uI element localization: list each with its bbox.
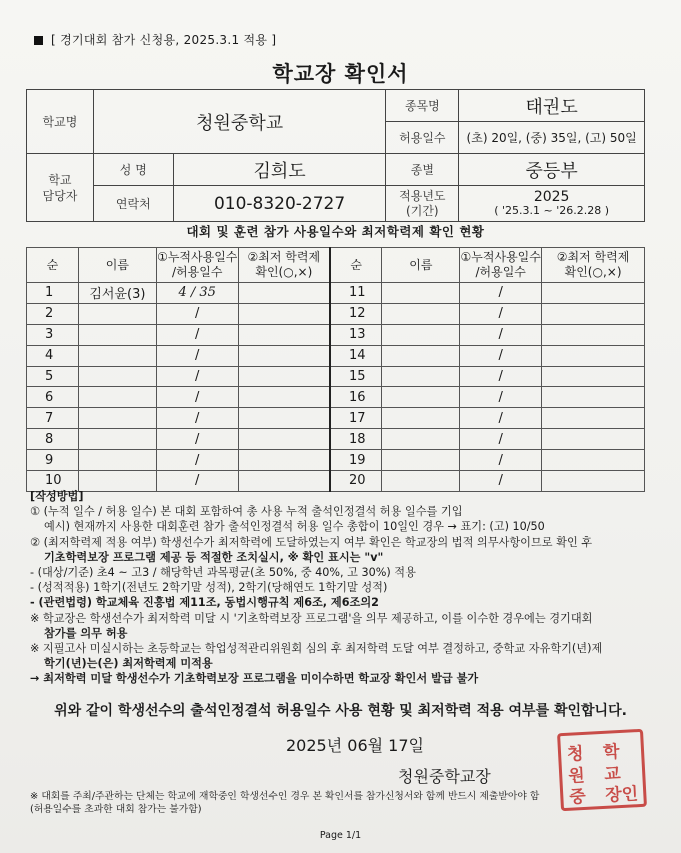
row-number: 16: [330, 387, 382, 408]
row-min-check: [542, 387, 645, 408]
usage-row: [27, 408, 645, 429]
official-seal-icon: 청 학 원 교 중 장인: [557, 729, 647, 811]
row-min-check: [238, 450, 330, 471]
row-name: [382, 408, 460, 429]
row-days: /: [460, 324, 542, 345]
issue-date: 2025년 06월 17일: [286, 736, 424, 755]
row-number: 9: [27, 450, 79, 471]
school-label: 학교명: [27, 90, 94, 154]
row-days: /: [156, 471, 238, 492]
row-name: [382, 450, 460, 471]
row-days: 4 / 35: [156, 283, 238, 304]
header-days-right: ①누적사용일수 /허용일수: [460, 248, 542, 283]
header-no-right: 순: [330, 248, 382, 283]
header-days: ①누적사용일수 /허용일수: [156, 248, 238, 283]
header-name-right: 이름: [382, 248, 460, 283]
header-min-right: ②최저 학력제 확인(○,×): [542, 248, 645, 283]
row-number: 3: [27, 324, 79, 345]
row-min-check: [542, 324, 645, 345]
name-value: 김희도: [173, 154, 386, 186]
row-min-check: [542, 408, 645, 429]
footnote: [30, 790, 660, 816]
row-number: 19: [330, 450, 382, 471]
row-days: /: [156, 324, 238, 345]
row-min-check: [238, 283, 330, 304]
row-min-check: [238, 429, 330, 450]
instruction-line: 참가를 의무 허용: [44, 626, 128, 640]
row-name: [78, 303, 156, 324]
row-days: /: [156, 450, 238, 471]
header-min: ②최저 학력제 확인(○,×): [238, 248, 330, 283]
row-days: /: [460, 471, 542, 492]
row-name: [382, 303, 460, 324]
row-days: /: [156, 303, 238, 324]
instruction-line: - (관련법령) 학교체육 진흥법 제11조, 동법시행규칙 제6조, 제6조의2: [30, 596, 379, 610]
name-label: 성 명: [93, 154, 173, 186]
row-days: /: [460, 283, 542, 304]
row-days: /: [156, 345, 238, 366]
instruction-line: ② (최저학력제 적용 여부) 학생선수가 최저학력에 도달하였는지 여부 확인은 학교장의 법적 의무사항이므로 확인 후: [30, 535, 593, 549]
row-number: 4: [27, 345, 79, 366]
row-days: /: [460, 303, 542, 324]
year-label: 적용년도 (기간): [386, 186, 459, 222]
usage-row: [27, 450, 645, 471]
row-name: [382, 324, 460, 345]
confirmation-statement: 위와 같이 학생선수의 출석인정결석 허용일수 사용 현황 및 최저학력 적용 여부를 확인합니다.: [54, 703, 627, 719]
usage-row: [27, 366, 645, 387]
instruction-line: → 최저학력 미달 학생선수가 기초학력보장 프로그램을 미이수하면 학교장 확인서 발급 불가: [30, 672, 479, 686]
row-name: [78, 387, 156, 408]
row-number: 5: [27, 366, 79, 387]
row-days: /: [460, 366, 542, 387]
row-min-check: [238, 324, 330, 345]
row-number: 7: [27, 408, 79, 429]
footnote-line: ※ 대회를 주최/주관하는 단체는 학교에 재학중인 학생선수인 경우 본 확인서를 참가신청서와 함께 반드시 제출받아야 함: [30, 791, 540, 802]
instruction-line: ※ 지필고사 미실시하는 초등학교는 학업성적관리위원회 심의 후 최저학력 도달 여부 결정하고, 중학교 자유학기(년)제: [30, 642, 603, 656]
row-number: 17: [330, 408, 382, 429]
usage-section-title: 대회 및 훈련 참가 사용일수와 최저학력제 확인 현황: [186, 224, 485, 239]
row-name: [78, 450, 156, 471]
row-min-check: [238, 387, 330, 408]
instructions: [30, 489, 645, 687]
row-name: 김서윤(3): [78, 283, 156, 304]
footnote-line: (허용일수를 초과한 대회 참가는 불가함): [30, 804, 202, 815]
document-title: 학교장 확인서: [272, 62, 409, 86]
header-note-text: [ 경기대회 참가 신청용, 2025.3.1 적용 ]: [51, 33, 277, 47]
usage-row: [27, 429, 645, 450]
row-days: /: [460, 429, 542, 450]
row-days: /: [460, 345, 542, 366]
row-number: 14: [330, 345, 382, 366]
row-min-check: [542, 429, 645, 450]
row-min-check: [238, 408, 330, 429]
row-days: /: [460, 408, 542, 429]
square-bullet-icon: [34, 36, 43, 45]
row-name: [382, 387, 460, 408]
allowed-days-label: 허용일수: [386, 122, 459, 154]
instructions-heading: [작성방법]: [30, 490, 84, 503]
row-number: 11: [330, 283, 382, 304]
year-value: 2025: [533, 188, 570, 205]
usage-header-row: [27, 248, 645, 283]
row-number: 15: [330, 366, 382, 387]
instruction-line: ※ 학교장은 학생선수가 최저학력 미달 시 '기초학력보장 프로그램'을 의무 제공하고, 이를 이수한 경우에는 경기대회: [30, 611, 593, 625]
row-name: [78, 345, 156, 366]
header-no: 순: [27, 248, 79, 283]
row-number: 2: [27, 303, 79, 324]
division-label: 종별: [386, 154, 459, 186]
row-min-check: [238, 345, 330, 366]
event-label: 종목명: [386, 90, 459, 122]
phone-value: 010-8320-2727: [173, 186, 386, 222]
row-name: [78, 324, 156, 345]
row-min-check: [542, 366, 645, 387]
row-name: [78, 408, 156, 429]
row-min-check: [542, 345, 645, 366]
instruction-line: 예시) 현재까지 사용한 대회훈련 참가 출석인정결석 허용 일수 총합이 10일인 경우 → 표기: (고) 10/50: [44, 520, 545, 534]
usage-row: [27, 345, 645, 366]
usage-row: [27, 387, 645, 408]
row-name: [382, 429, 460, 450]
row-days: /: [156, 429, 238, 450]
row-name: [382, 283, 460, 304]
usage-row: [27, 283, 645, 304]
principal-signature-line: 청원중학교장: [398, 767, 491, 786]
row-min-check: [238, 303, 330, 324]
row-number: 1: [27, 283, 79, 304]
row-number: 8: [27, 429, 79, 450]
row-min-check: [238, 366, 330, 387]
event-value: 태권도: [459, 90, 645, 122]
row-days: /: [460, 450, 542, 471]
row-name: [382, 345, 460, 366]
row-days: /: [156, 387, 238, 408]
period-value: ( '25.3.1 ~ '26.2.28 ): [494, 203, 610, 217]
row-min-check: [542, 450, 645, 471]
allowed-days-value: (초) 20일, (중) 35일, (고) 50일: [459, 122, 645, 154]
instruction-line: 학기(년)는(은) 최저학력제 미적용: [44, 657, 213, 671]
row-min-check: [542, 303, 645, 324]
row-min-check: [542, 283, 645, 304]
header-name: 이름: [78, 248, 156, 283]
instruction-line: 기초학력보장 프로그램 제공 등 적절한 조치실시, ※ 확인 표시는 "v": [44, 550, 384, 564]
form-version-note: [34, 31, 276, 48]
phone-label: 연락처: [93, 186, 173, 222]
row-number: 10: [27, 471, 79, 492]
year-cell: [459, 186, 645, 222]
contact-label: 학교 담당자: [27, 154, 94, 222]
instruction-line: - (대상/기준) 초4 ~ 고3 / 해당학년 과목평균(초 50%, 중 40%, 고 30%) 적용: [30, 566, 416, 580]
row-number: 18: [330, 429, 382, 450]
row-name: [78, 429, 156, 450]
info-table: [26, 89, 645, 222]
row-name: [78, 366, 156, 387]
row-number: 6: [27, 387, 79, 408]
page-number: Page 1/1: [319, 830, 362, 841]
division-value: 중등부: [459, 154, 645, 186]
row-number: 20: [330, 471, 382, 492]
row-days: /: [460, 387, 542, 408]
usage-row: [27, 324, 645, 345]
school-name: 청원중학교: [93, 90, 386, 154]
instruction-line: ① (누적 일수 / 허용 일수) 본 대회 포함하여 총 사용 누적 출석인정결석 허용 일수를 기입: [30, 505, 463, 519]
row-name: [382, 366, 460, 387]
row-days: /: [156, 366, 238, 387]
usage-table: [26, 247, 645, 492]
row-number: 12: [330, 303, 382, 324]
usage-row: [27, 303, 645, 324]
row-number: 13: [330, 324, 382, 345]
row-days: /: [156, 408, 238, 429]
instruction-line: - (성적적용) 1학기(전년도 2학기말 성적), 2학기(당해연도 1학기말 성적): [30, 581, 388, 595]
